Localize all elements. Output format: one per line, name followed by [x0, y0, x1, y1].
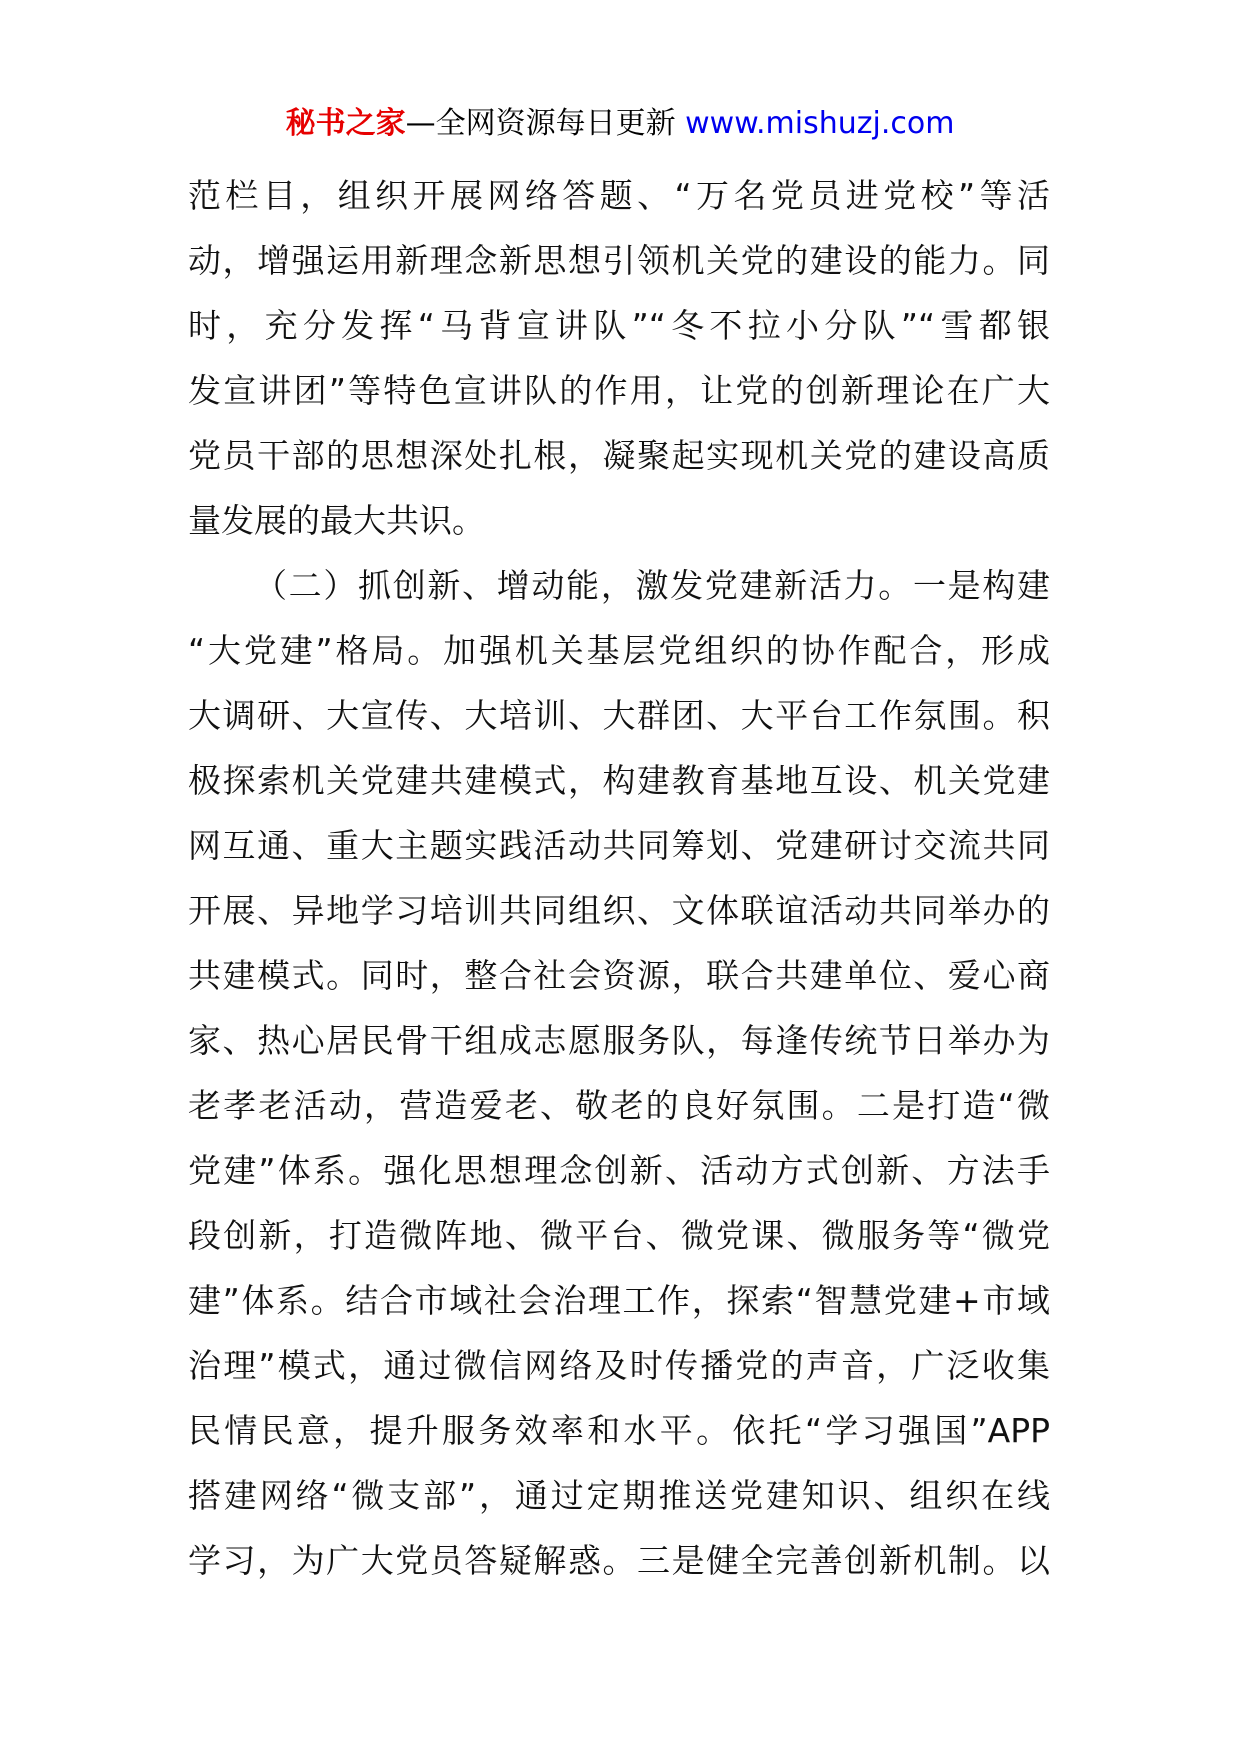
text-line: 民情民意，提升服务效率和水平。依托“学习强国”APP — [188, 1411, 1050, 1450]
document-body — [188, 163, 1050, 1593]
text-line: 治理”模式，通过微信网络及时传播党的声音，广泛收集 — [188, 1346, 1050, 1385]
site-header — [0, 104, 1240, 144]
text-line: 学习，为广大党员答疑解惑。三是健全完善创新机制。以 — [188, 1541, 1050, 1580]
text-line: 建”体系。结合市域社会治理工作，探索“智慧党建+市域 — [188, 1281, 1050, 1320]
text-line: 极探索机关党建共建模式，构建教育基地互设、机关党建 — [188, 761, 1050, 800]
text-line: 范栏目，组织开展网络答题、“万名党员进党校”等活 — [188, 176, 1050, 215]
text-line: 搭建网络“微支部”，通过定期推送党建知识、组织在线 — [188, 1476, 1050, 1515]
text-line: 段创新，打造微阵地、微平台、微党课、微服务等“微党 — [188, 1216, 1050, 1255]
text-line: 大调研、大宣传、大培训、大群团、大平台工作氛围。积 — [188, 696, 1050, 735]
paragraph-end-line: 量发展的最大共识。 — [188, 501, 485, 540]
text-line: 党员干部的思想深处扎根，凝聚起实现机关党的建设高质 — [188, 436, 1050, 475]
text-line: 开展、异地学习培训共同组织、文体联谊活动共同举办的 — [188, 891, 1050, 930]
text-line: 家、热心居民骨干组成志愿服务队，每逢传统节日举办为 — [188, 1021, 1050, 1060]
text-line: 共建模式。同时，整合社会资源，联合共建单位、爱心商 — [188, 956, 1050, 995]
text-line: 发宣讲团”等特色宣讲队的作用，让党的创新理论在广大 — [188, 371, 1050, 410]
paragraph-start-line: （二）抓创新、增动能，激发党建新活力。一是构建 — [254, 566, 1050, 605]
site-url-link[interactable]: www.mishuzj.com — [685, 106, 955, 141]
site-tagline: —全网资源每日更新 — [405, 106, 676, 141]
text-line: 党建”体系。强化思想理念创新、活动方式创新、方法手 — [188, 1151, 1050, 1190]
site-brand: 秘书之家 — [285, 106, 406, 141]
text-line: 动，增强运用新理念新思想引领机关党的建设的能力。同 — [188, 241, 1050, 280]
text-line: 网互通、重大主题实践活动共同筹划、党建研讨交流共同 — [188, 826, 1050, 865]
text-line: 老孝老活动，营造爱老、敬老的良好氛围。二是打造“微 — [188, 1086, 1050, 1125]
text-line: 时，充分发挥“马背宣讲队”“冬不拉小分队”“雪都银 — [188, 306, 1050, 345]
text-line: “大党建”格局。加强机关基层党组织的协作配合，形成 — [188, 631, 1050, 670]
